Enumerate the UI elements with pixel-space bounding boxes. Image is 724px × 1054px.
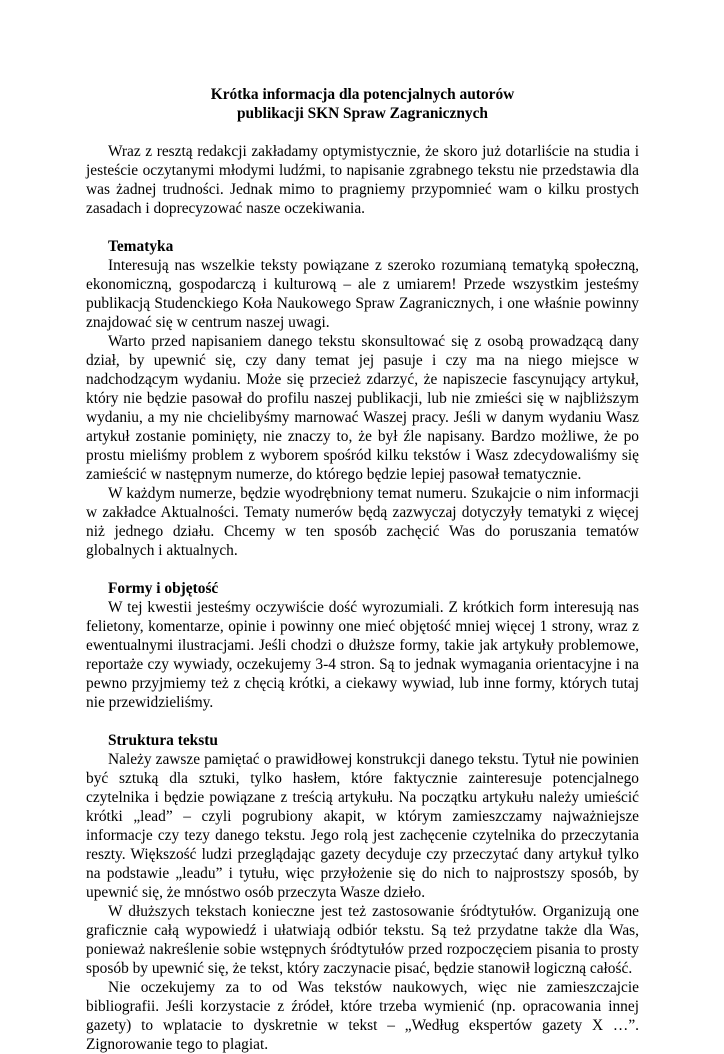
section-formy — [86, 579, 639, 712]
intro-block — [86, 142, 639, 218]
intro-paragraph: Wraz z resztą redakcji zakładamy optymistycznie, że skoro już dotarliście na studia i jesteście oczytanymi młodymi ludźmi, to napisanie zgrabnego tekstu nie przedstawia dla was żadnej trudności. Jednak mimo to pragniemy przypomnieć wam o kilku prostych zasadach i doprecyzować nasze oczekiwania. — [86, 143, 639, 217]
body-paragraph: Interesują nas wszelkie teksty powiązane z szeroko rozumianą tematyką społeczną, ekonomiczną, gospodarczą i kulturową – ale z umiarem! Przede wszystkim jesteśmy publikacją Studenckiego Koła Naukowego Spraw Zagranicznych, i one właśnie powinny znajdować się w centrum naszej uwagi. — [86, 257, 639, 331]
body-paragraph: W dłuższych tekstach konieczne jest też zastosowanie śródtytułów. Organizują one graficznie całą wypowiedź i ułatwiają odbiór tekstu. Są też przydatne także dla Was, ponieważ nakreślenie sobie wstępnych śródtytułów przed rozpoczęciem pisania to prosty sposób by upewnić się, że tekst, który zaczynacie pisać, będzie stanowił logiczną całość. — [86, 903, 639, 977]
section-tematyka — [86, 237, 639, 560]
section-heading: Struktura tekstu — [108, 732, 218, 749]
body-paragraph: Warto przed napisaniem danego tekstu skonsultować się z osobą prowadzącą dany dział, by upewnić się, czy dany temat jej pasuje i czy ma na niego miejsce w nadchodzącym wydaniu. Może się przecież zdarzyć, że napiszecie fascynujący artykuł, który nie będzie pasował do profilu naszej publikacji, lub nie zmieści się w najbliższym wydaniu, a my nie chcielibyśmy marnować Waszej pracy. Jeśli w danym wydaniu Wasz artykuł zostanie pominięty, nie znaczy to, że był źle napisany. Bardzo możliwe, że po prostu mieliśmy problem z wyborem spośród kilku tekstów i Wasz zdecydowaliśmy się zamieścić w następnym numerze, do którego będzie lepiej pasował tematycznie. — [86, 333, 639, 483]
body-paragraph: Należy zawsze pamiętać o prawidłowej konstrukcji danego tekstu. Tytuł nie powinien być sztuką dla sztuki, tylko hasłem, które faktycznie zainteresuje potencjalnego czytelnika i będzie powiązane z treścią artykułu. Na początku artykułu należy umieścić krótki „lead” – czyli pogrubiony akapit, w którym zamieszczamy najważniejsze informacje czy tezy danego tekstu. Jego rolą jest zachęcenie czytelnika do przeczytania reszty. Większość ludzi przeglądając gazety decyduje czy przeczytać dany artykuł tylko na podstawie „leadu” i tytułu, więc przyłożenie się do nich to najprostszy sposób, by upewnić się, że mnóstwo osób przeczyta Wasze dzieło. — [86, 751, 639, 901]
section-heading: Tematyka — [108, 238, 174, 255]
section-heading: Formy i objętość — [108, 580, 219, 597]
body-paragraph: W tej kwestii jesteśmy oczywiście dość wyrozumiali. Z krótkich form interesują nas felietony, komentarze, opinie i powinny one mieć objętość mniej więcej 1 strony, wraz z ewentualnymi ilustracjami. Jeśli chodzi o dłuższe formy, takie jak artykuły problemowe, reportaże czy wywiady, oczekujemy 3-4 stron. Są to jednak wymagania orientacyjne i na pewno przyjmiemy też z chęcią krótki, a ciekawy wywiad, lub inne formy, których tutaj nie przewidzieliśmy. — [86, 599, 639, 711]
body-paragraph: W każdym numerze, będzie wyodrębniony temat numeru. Szukajcie o nim informacji w zakładce Aktualności. Tematy numerów będą zazwyczaj dotyczyły tematyki z więcej niż jednego działu. Chcemy w ten sposób zachęcić Was do poruszania tematów globalnych i aktualnych. — [86, 485, 639, 559]
title-line-2: publikacji SKN Spraw Zagranicznych — [237, 105, 488, 122]
section-struktura — [86, 731, 639, 1054]
body-paragraph: Nie oczekujemy za to od Was tekstów naukowych, więc nie zamieszczajcie bibliografii. Jeśli korzystacie z źródeł, które trzeba wymienić (np. opracowania innej gazety) to wplatacie to dyskretnie w tekst – „Według ekspertów gazety X …”. Zignorowanie tego to plagiat. — [86, 979, 639, 1053]
title-line-1: Krótka informacja dla potencjalnych autorów — [210, 86, 515, 103]
document-title — [86, 85, 639, 123]
document-page — [86, 85, 639, 1054]
